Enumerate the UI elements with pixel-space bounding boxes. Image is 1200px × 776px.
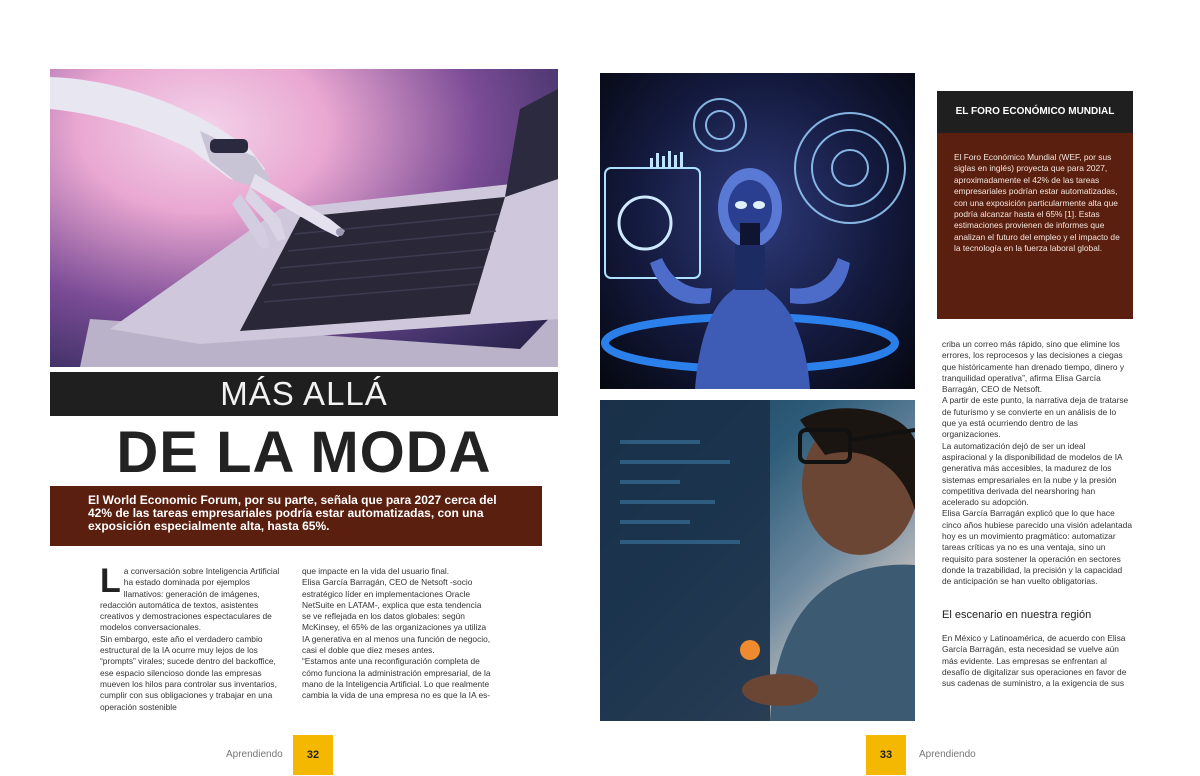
headline-main: DE LA MODA <box>116 420 492 485</box>
paragraph: que impacte en la vida del usuario final. <box>302 566 450 576</box>
body-column-1 <box>100 562 290 713</box>
body-column-3 <box>942 339 1132 588</box>
humanoid-robot-image <box>600 73 915 389</box>
developer-woman-image <box>600 400 915 721</box>
section-subheading: El escenario en nuestra región <box>942 609 1092 621</box>
section-name-right: Aprendiendo <box>919 749 976 760</box>
paragraph: Elisa García Barragán explicó que lo que hace cinco años hubiese parecido una visión adelantada hoy es un movimiento pragmático: automatizar tareas críticas ya no es una ventaja, sino un requisito para sostener la operación en sectores donde la trazabilidad, la precisión y la capacidad de anticipación se han vuelto obligatorias. <box>942 508 1132 587</box>
page-number-left: 32 <box>293 735 333 775</box>
paragraph: Sin embargo, este año el verdadero cambio estructural de la IA ocurre muy lejos de los “prompts” virales; sucede dentro del backoffice, ese espacio silencioso donde las empresas mueven los hilos para controlar sus inventarios, cumplir con sus obligaciones y trabajar en una operación sostenible <box>100 633 277 712</box>
paragraph: a conversación sobre Inteligencia Artificial ha estado dominada por ejemplos llamativos: generación de imágenes, redacción automática de textos, asistentes creativos y demostraciones espectaculares de modelos conversacionales. <box>100 566 280 633</box>
paragraph: “Estamos ante una reconfiguración completa de cómo funciona la administración empresarial, de la mano de la Inteligencia Artificial. Lo que realmente cambia la vida de una empresa no es que la IA es- <box>302 656 491 701</box>
paragraph: criba un correo más rápido, sino que elimine los errores, los reprocesos y las decisiones a ciegas que históricamente han drenado tiempo, dinero y tranquilidad operativa”, afirma Elisa García Barragán, CEO de Netsoft. <box>942 339 1125 395</box>
paragraph: Elisa García Barragán, CEO de Netsoft -socio estratégico líder en implementaciones Oracle NetSuite en LATAM-, explica que esta tendencia se ve reflejada en los datos globales: según McKinsey, el 65% de las organizaciones ya utiliza IA generativa en al menos una función de negocio, casi el doble que diez meses antes. <box>302 577 491 656</box>
robot-hand-laptop-image <box>50 69 558 367</box>
section-name-left: Aprendiendo <box>226 749 283 760</box>
paragraph: La automatización dejó de ser un ideal aspiracional y la disponibilidad de modelos de IA generativa más accesibles, la madurez de los sistemas empresariales en la nube y la presión competitiva derivada del nearshoring han acelerado su adopción. <box>942 440 1123 508</box>
body-column-2 <box>302 566 492 702</box>
body-column-3-continued <box>942 633 1132 689</box>
sidebar-title: EL FORO ECONÓMICO MUNDIAL <box>955 106 1115 117</box>
paragraph: A partir de este punto, la narrativa deja de tratarse de futurismo y se convierte en un análisis de lo que ya está ocurriendo dentro de las organizaciones. <box>942 395 1129 440</box>
paragraph: En México y Latinoamérica, de acuerdo con Elisa García Barragán, esta necesidad se vuelve aún más evidente. Las empresas se enfrentan al desafío de digitalizar sus operaciones en favor de sus cadenas de suministro, a la exigencia de sus <box>942 633 1127 689</box>
sidebar-text: El Foro Económico Mundial (WEF, por sus siglas en inglés) proyecta que para 2027, aproximadamente el 42% de las tareas empresariales podrían estar automatizadas, con una exposición particularmente alta que podría alcanzar hasta el 65% [1]. Estas estimaciones provienen de informes que analizan el futuro del empleo y el impacto de la tecnología en la fuerza laboral global. <box>954 152 1120 254</box>
drop-cap: L <box>100 562 121 600</box>
headline-top: MÁS ALLÁ <box>220 375 388 412</box>
lead-paragraph: El World Economic Forum, por su parte, señala que para 2027 cerca del 42% de las tareas empresariales podría estar automatizadas, con una exposición especialmente alta, hasta 65%. <box>88 493 497 533</box>
page-number-right: 33 <box>866 735 906 775</box>
